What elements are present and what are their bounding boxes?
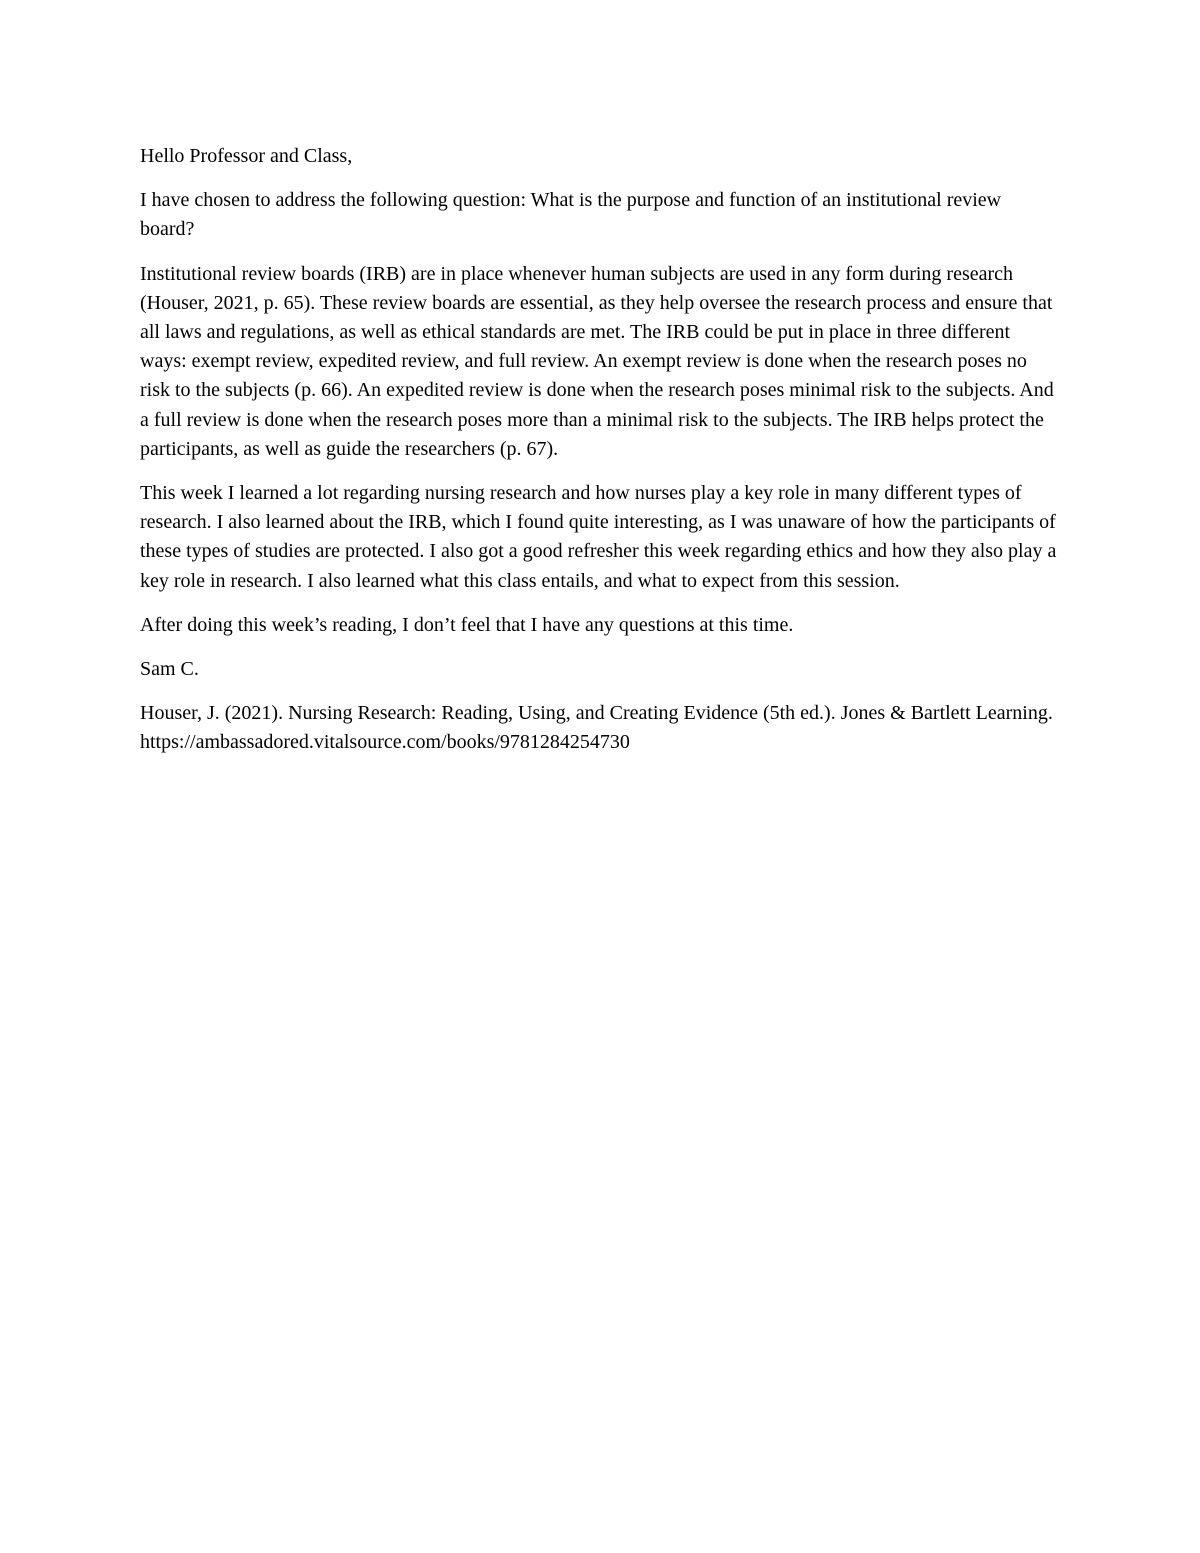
questions-paragraph: After doing this week’s reading, I don’t feel that I have any questions at this time. — [140, 613, 794, 636]
reference-citation: Houser, J. (2021). Nursing Research: Reading, Using, and Creating Evidence (5th ed.). Jones & Bartlett Learning. https://ambassadored.vitalsource.com/books/9781284254730 — [140, 702, 1053, 754]
signature-line: Sam C. — [140, 658, 199, 681]
document-body — [140, 142, 1060, 773]
irb-paragraph: Institutional review boards (IRB) are in place whenever human subjects are used in any form during research (Houser, 2021, p. 65). These review boards are essential, as they help oversee the research process and ensure that all laws and regulations, as well as ethical standards are met. The IRB could be put in place in three different ways: exempt review, expedited review, and full review. An exempt review is done when the research poses no risk to the subjects (p. 66). An expedited review is done when the research poses minimal risk to the subjects. And a full review is done when the research poses more than a minimal risk to the subjects. The IRB helps protect the participants, as well as guide the researchers (p. 67). — [140, 262, 1054, 460]
greeting-line: Hello Professor and Class, — [140, 145, 353, 167]
reflection-paragraph: This week I learned a lot regarding nursing research and how nurses play a key role in many different types of research. I also learned about the IRB, which I found quite interesting, as I was unaware of how the participants of these types of studies are protected. I also got a good refresher this week regarding ethics and how they also play a key role in research. I also learned what this class entails, and what to expect from this session. — [140, 482, 1057, 592]
intro-paragraph: I have chosen to address the following question: What is the purpose and function of an institutional review board? — [140, 189, 1002, 241]
